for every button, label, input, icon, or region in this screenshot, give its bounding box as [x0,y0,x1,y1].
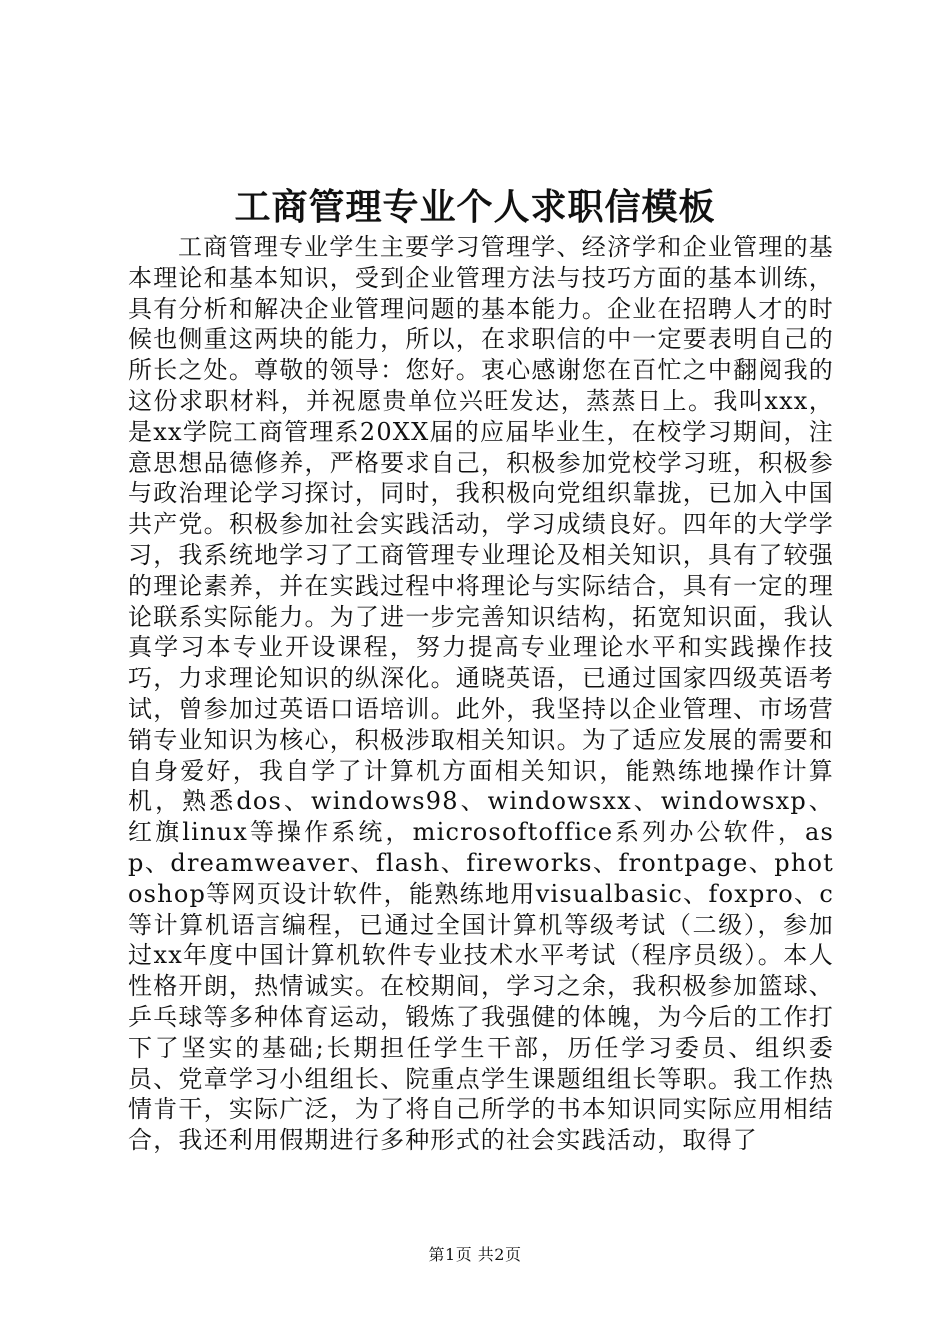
page-number-footer: 第1页 共2页 [428,1245,522,1264]
document-title: 工商管理专业个人求职信模板 [234,186,716,228]
document-body-paragraph: 工商管理专业学生主要学习管理学、经济学和企业管理的基本理论和基本知识，受到企业管理方法与技巧方面的基本训练，具有分析和解决企业管理问题的基本能力。企业在招聘人才的时候也侧重这两块的能力，所以，在求职信的中一定要表明自己的所长之处。尊敬的领导：您好。衷心感谢您在百忙之中翻阅我的这份求职材料，并祝愿贵单位兴旺发达，蒸蒸日上。我叫xxx，是xx学院工商管理系20XX届的应届毕业生，在校学习期间，注意思想品德修养，严格要求自己，积极参加党校学习班，积极参与政治理论学习探讨，同时，我积极向党组织靠拢，已加入中国共产党。积极参加社会实践活动，学习成绩良好。四年的大学学习，我系统地学习了工商管理专业理论及相关知识，具有了较强的理论素养，并在实践过程中将理论与实际结合，具有一定的理论联系实际能力。为了进一步完善知识结构，拓宽知识面，我认真学习本专业开设课程，努力提高专业理论水平和实践操作技巧，力求理论知识的纵深化。通晓英语，已通过国家四级英语考试，曾参加过英语口语培训。此外，我坚持以企业管理、市场营销专业知识为核心，积极涉取相关知识。为了适应发展的需要和自身爱好，我自学了计算机方面相关知识，能熟练地操作计算机，熟悉dos、windows98、windowsxx、windowsxp、红旗linux等操作系统，microsoftoffice系列办公软件，asp、dreamweaver、flash、fireworks、frontpage、photoshop等网页设计软件，能熟练地用visualbasic、foxpro、c等计算机语言编程，已通过全国计算机等级考试（二级），参加过xx年度中国计算机软件专业技术水平考试（程序员级）。本人性格开朗，热情诚实。在校期间，学习之余，我积极参加篮球、乒乓球等多种体育运动，锻炼了我强健的体魄，为今后的工作打下了坚实的基础;长期担任学生干部，历任学习委员、组织委员、党章学习小组组长、院重点学生课题组组长等职。我工作热情肯干，实际广泛，为了将自己所学的书本知识同实际应用相结合，我还利用假期进行多种形式的社会实践活动，取得了 [128,233,834,1155]
